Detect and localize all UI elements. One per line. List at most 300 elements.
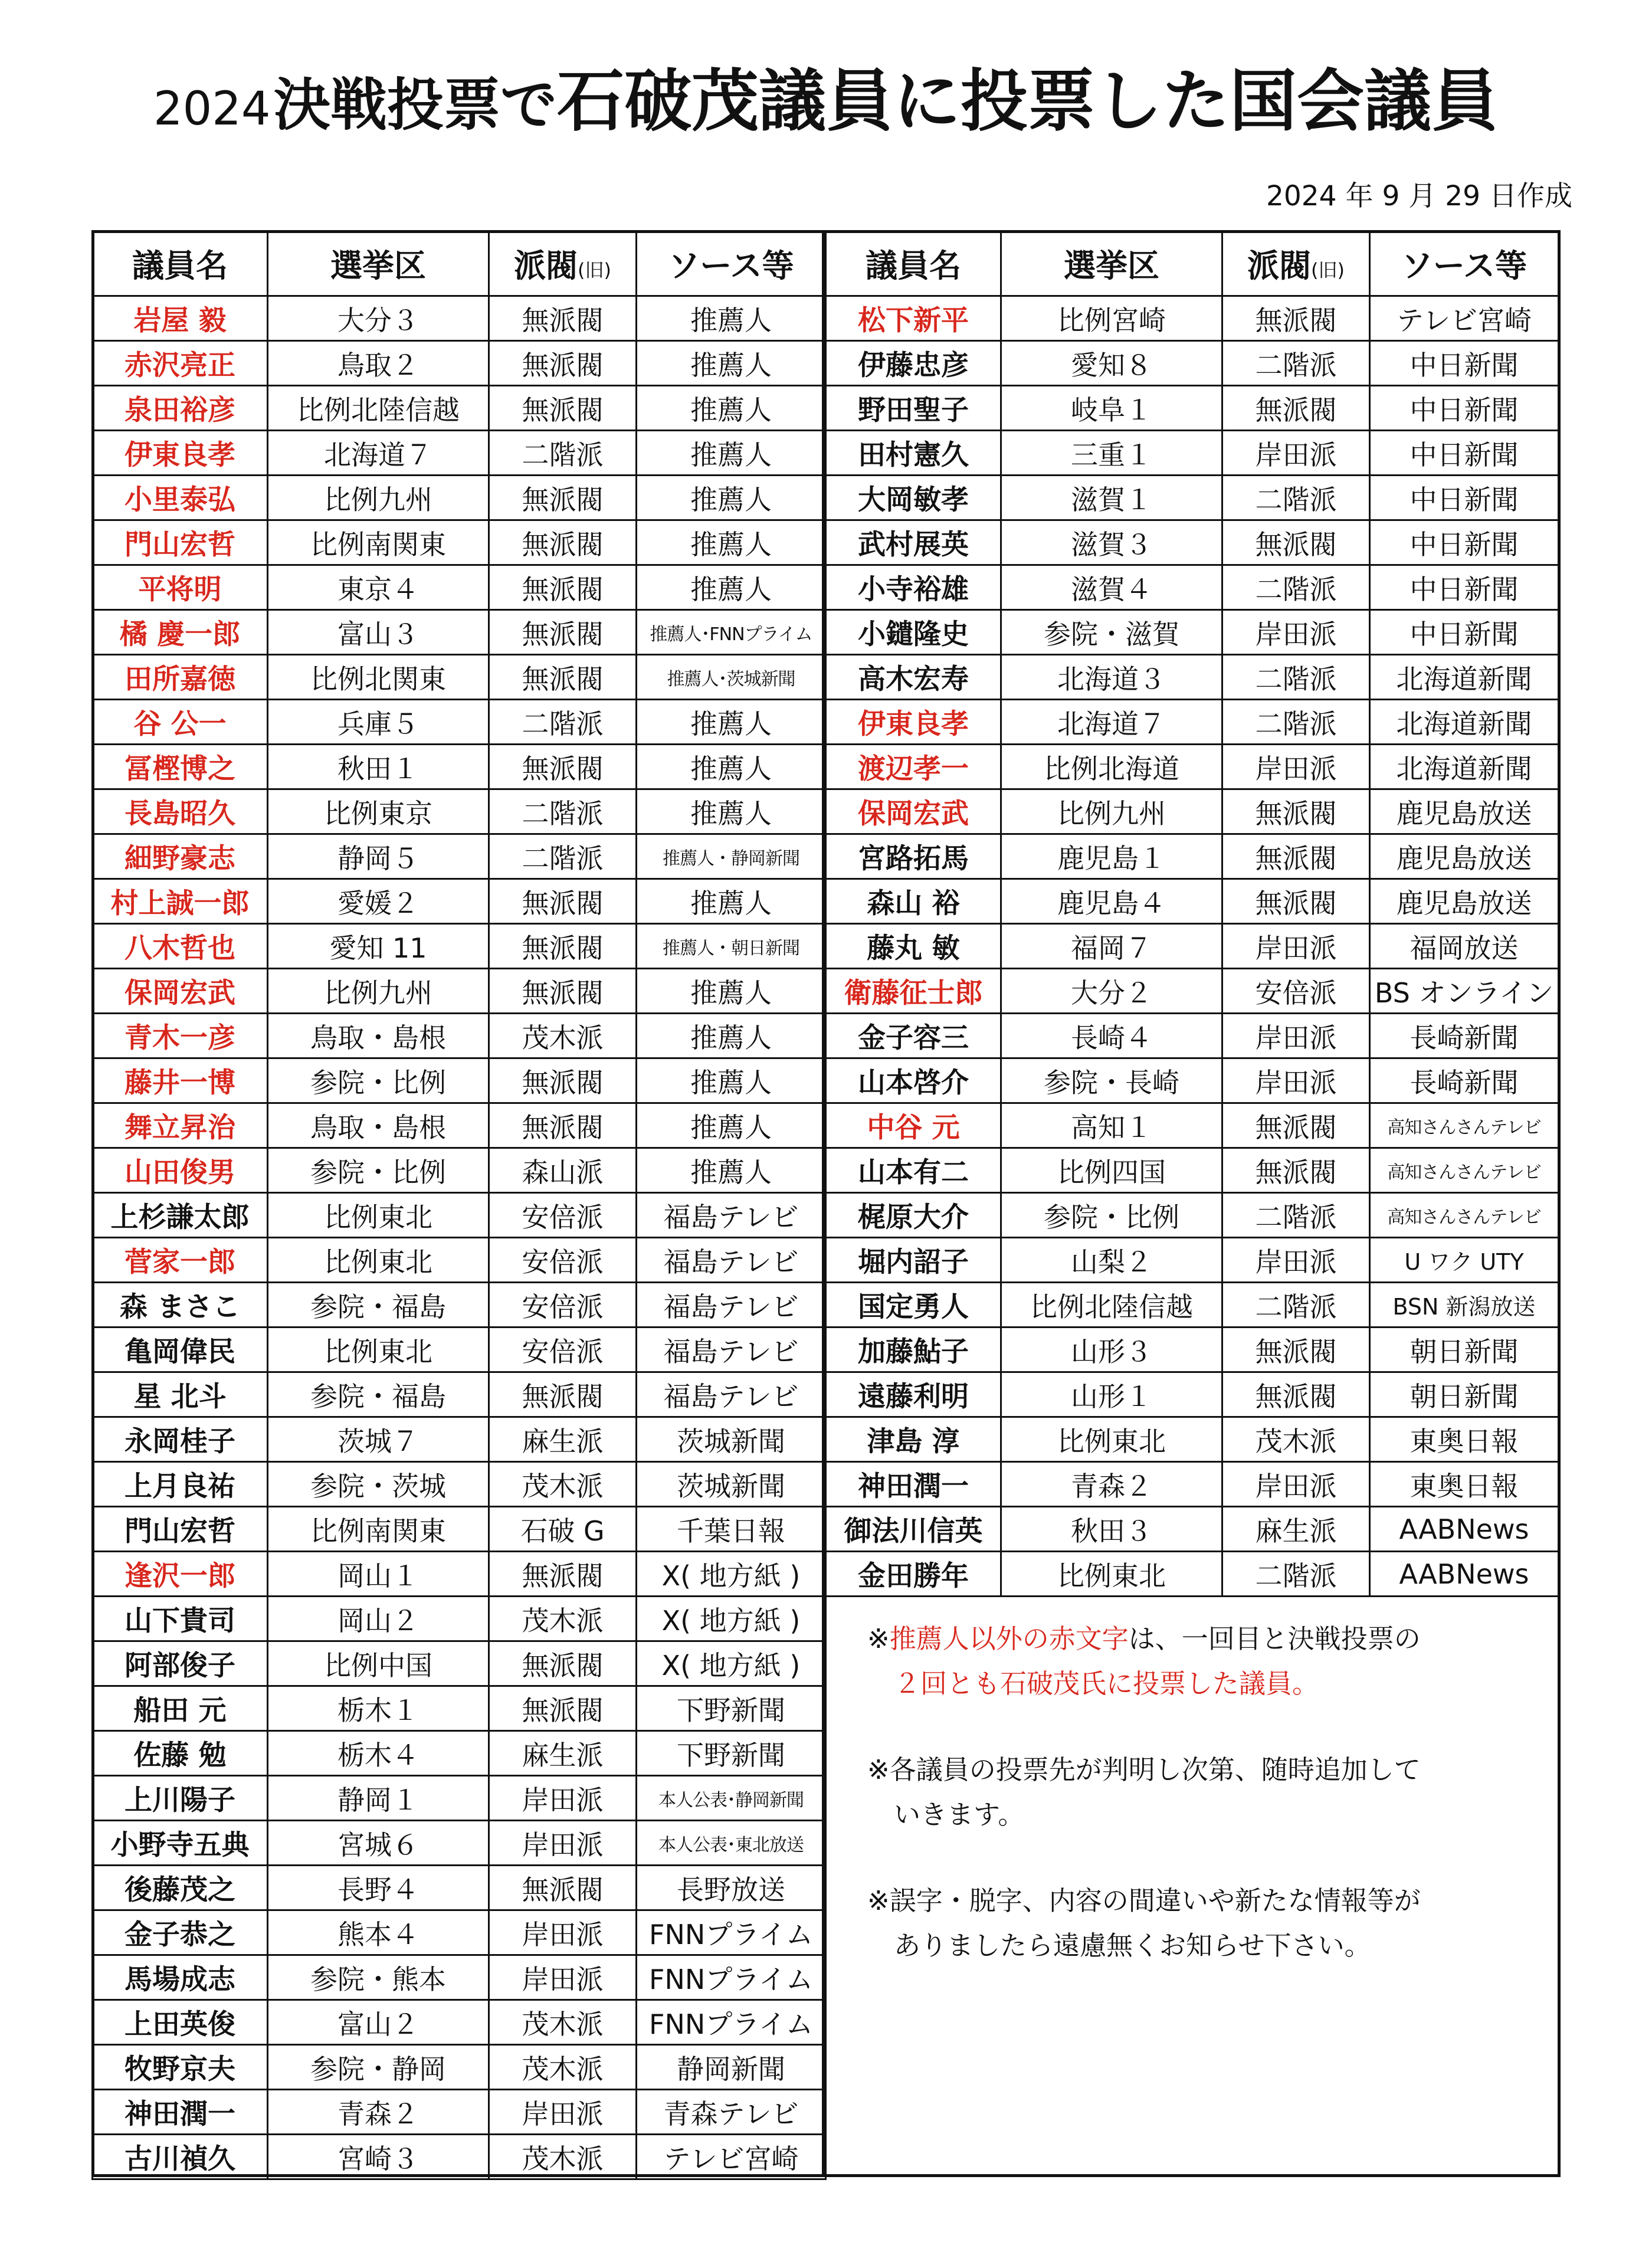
- member-name: 馬場成志: [93, 1955, 268, 2000]
- member-name: 金子容三: [826, 1014, 1001, 1058]
- source-cell: 推薦人･茨城新聞: [637, 655, 826, 700]
- table-row: [826, 924, 1559, 969]
- note-red-text: [867, 1617, 1528, 1706]
- table-row: [93, 520, 826, 565]
- district-cell: 熊本４: [268, 1910, 489, 1955]
- table-row: [93, 386, 826, 431]
- table-row: [826, 296, 1559, 341]
- district-cell: 茨城７: [268, 1417, 489, 1462]
- faction-cell: 安倍派: [489, 1193, 637, 1238]
- creation-date: 2024 年 9 月 29 日作成: [1266, 180, 1572, 212]
- header-faction-note: (旧): [1311, 259, 1345, 281]
- header-district: 選挙区: [268, 231, 489, 296]
- member-name: 古川禎久: [93, 2135, 268, 2179]
- table-row: [93, 1731, 826, 1776]
- table-row: [93, 1597, 826, 1641]
- table-row: [826, 431, 1559, 476]
- source-cell: 青森テレビ: [637, 2090, 826, 2135]
- member-name: 田村憲久: [826, 431, 1001, 476]
- faction-cell: 無派閥: [489, 924, 637, 969]
- district-cell: 比例東北: [268, 1238, 489, 1283]
- source-cell: X( 地方紙 ): [637, 1552, 826, 1597]
- source-cell: FNNプライム: [637, 1955, 826, 2000]
- table-row: [93, 1641, 826, 1686]
- member-name: 堀内詔子: [826, 1238, 1001, 1283]
- member-name: 津島 淳: [826, 1417, 1001, 1462]
- faction-cell: 無派閥: [489, 1552, 637, 1597]
- faction-cell: 茂木派: [489, 1462, 637, 1507]
- table-row: [826, 834, 1559, 879]
- member-name: 阿部俊子: [93, 1641, 268, 1686]
- title-part1: 決戦投票で: [274, 72, 558, 138]
- member-name: 森 まさこ: [93, 1283, 268, 1328]
- district-cell: 愛媛２: [268, 879, 489, 924]
- table-row: [93, 1058, 826, 1103]
- page-title: [0, 47, 1652, 144]
- district-cell: 比例東北: [268, 1193, 489, 1238]
- district-cell: 滋賀１: [1001, 476, 1222, 520]
- faction-cell: 岸田派: [1222, 1238, 1370, 1283]
- table-row: [93, 1417, 826, 1462]
- faction-cell: 無派閥: [1222, 296, 1370, 341]
- header-faction-label: 派閥: [514, 247, 578, 284]
- faction-cell: 茂木派: [489, 2045, 637, 2090]
- table-row: [93, 2000, 826, 2045]
- district-cell: 参院・福島: [268, 1372, 489, 1417]
- district-cell: 栃木４: [268, 1731, 489, 1776]
- member-name: 舞立昇治: [93, 1103, 268, 1148]
- source-cell: 推薦人: [637, 431, 826, 476]
- table-row: [826, 700, 1559, 745]
- source-cell: BS オンライン: [1370, 969, 1559, 1014]
- table-row: [826, 386, 1559, 431]
- member-name: 渡辺孝一: [826, 745, 1001, 789]
- district-cell: 比例東京: [268, 789, 489, 834]
- source-cell: 茨城新聞: [637, 1462, 826, 1507]
- district-cell: 北海道７: [268, 431, 489, 476]
- source-cell: 中日新聞: [1370, 565, 1559, 610]
- district-cell: 宮崎３: [268, 2135, 489, 2179]
- table-row: [826, 1372, 1559, 1417]
- table-row: [93, 2135, 826, 2179]
- header-source: ソース等: [1370, 231, 1559, 296]
- member-name: 上月良祐: [93, 1462, 268, 1507]
- faction-cell: 二階派: [489, 789, 637, 834]
- member-name: 高木宏寿: [826, 655, 1001, 700]
- source-cell: 推薦人: [637, 969, 826, 1014]
- member-name: 小寺裕雄: [826, 565, 1001, 610]
- source-cell: 推薦人: [637, 520, 826, 565]
- member-name: 松下新平: [826, 296, 1001, 341]
- district-cell: 山形１: [1001, 1372, 1222, 1417]
- district-cell: 比例北海道: [1001, 745, 1222, 789]
- note-corrections: [867, 1879, 1528, 1968]
- header-row: [93, 231, 826, 296]
- source-cell: 下野新聞: [637, 1686, 826, 1731]
- faction-cell: 無派閥: [489, 386, 637, 431]
- member-name: 宮路拓馬: [826, 834, 1001, 879]
- faction-cell: 無派閥: [489, 1866, 637, 1910]
- faction-cell: 茂木派: [489, 1597, 637, 1641]
- source-cell: 東奥日報: [1370, 1462, 1559, 1507]
- district-cell: 参院・茨城: [268, 1462, 489, 1507]
- faction-cell: 無派閥: [1222, 386, 1370, 431]
- member-name: 中谷 元: [826, 1103, 1001, 1148]
- source-cell: 中日新聞: [1370, 386, 1559, 431]
- table-row: [826, 879, 1559, 924]
- district-cell: 兵庫５: [268, 700, 489, 745]
- faction-cell: 無派閥: [1222, 1372, 1370, 1417]
- left-body: [93, 296, 826, 2179]
- district-cell: 比例宮崎: [1001, 296, 1222, 341]
- district-cell: 比例九州: [1001, 789, 1222, 834]
- faction-cell: 岸田派: [489, 1955, 637, 2000]
- member-name: 田所嘉徳: [93, 655, 268, 700]
- faction-cell: 岸田派: [1222, 1462, 1370, 1507]
- table-row: [93, 1193, 826, 1238]
- district-cell: 秋田３: [1001, 1507, 1222, 1552]
- faction-cell: 安倍派: [1222, 969, 1370, 1014]
- member-name: 伊藤忠彦: [826, 341, 1001, 386]
- source-cell: 推薦人: [637, 1058, 826, 1103]
- right-body: [826, 296, 1559, 1597]
- faction-cell: 無派閥: [1222, 789, 1370, 834]
- table-row: [93, 476, 826, 520]
- district-cell: 比例東北: [1001, 1417, 1222, 1462]
- faction-cell: 岸田派: [489, 1910, 637, 1955]
- source-cell: 朝日新聞: [1370, 1372, 1559, 1417]
- table-row: [93, 700, 826, 745]
- member-name: 門山宏哲: [93, 520, 268, 565]
- member-name: 門山宏哲: [93, 1507, 268, 1552]
- header-faction: [489, 231, 637, 296]
- table-row: [826, 1058, 1559, 1103]
- source-cell: 長野放送: [637, 1866, 826, 1910]
- member-name: 神田潤一: [93, 2090, 268, 2135]
- source-cell: 福島テレビ: [637, 1372, 826, 1417]
- source-cell: 鹿児島放送: [1370, 834, 1559, 879]
- faction-cell: 無派閥: [489, 476, 637, 520]
- faction-cell: 無派閥: [489, 1058, 637, 1103]
- table-row: [93, 1507, 826, 1552]
- member-name: 八木哲也: [93, 924, 268, 969]
- district-cell: 参院・比例: [268, 1148, 489, 1193]
- member-name: 衛藤征士郎: [826, 969, 1001, 1014]
- faction-cell: 岸田派: [1222, 610, 1370, 655]
- district-cell: 比例九州: [268, 969, 489, 1014]
- district-cell: 比例中国: [268, 1641, 489, 1686]
- source-cell: 福島テレビ: [637, 1238, 826, 1283]
- note2-line2: いきます。: [894, 1799, 1025, 1830]
- source-cell: 高知さんさんテレビ: [1370, 1103, 1559, 1148]
- note3-line2: ありましたら遠慮無くお知らせ下さい。: [894, 1930, 1371, 1961]
- member-name: 佐藤 勉: [93, 1731, 268, 1776]
- member-name: 船田 元: [93, 1686, 268, 1731]
- member-name: 遠藤利明: [826, 1372, 1001, 1417]
- district-cell: 大分３: [268, 296, 489, 341]
- table-row: [826, 1417, 1559, 1462]
- district-cell: 鳥取２: [268, 341, 489, 386]
- member-name: 藤井一博: [93, 1058, 268, 1103]
- source-cell: 鹿児島放送: [1370, 879, 1559, 924]
- member-name: 保岡宏武: [826, 789, 1001, 834]
- member-name: 藤丸 敏: [826, 924, 1001, 969]
- source-cell: AABNews: [1370, 1507, 1559, 1552]
- source-cell: 中日新聞: [1370, 520, 1559, 565]
- member-name: 後藤茂之: [93, 1866, 268, 1910]
- member-name: 岩屋 毅: [93, 296, 268, 341]
- header-faction-label: 派閥: [1247, 247, 1311, 284]
- faction-cell: 無派閥: [1222, 1103, 1370, 1148]
- district-cell: 富山２: [268, 2000, 489, 2045]
- district-cell: 比例四国: [1001, 1148, 1222, 1193]
- table-row: [826, 565, 1559, 610]
- header-district: 選挙区: [1001, 231, 1222, 296]
- member-name: 大岡敏孝: [826, 476, 1001, 520]
- faction-cell: 麻生派: [489, 1731, 637, 1776]
- title-part2: 石破茂議員に投票した国会議員: [557, 62, 1499, 140]
- table-row: [826, 1328, 1559, 1372]
- district-cell: 比例東北: [1001, 1552, 1222, 1597]
- table-row: [93, 1103, 826, 1148]
- district-cell: 宮城６: [268, 1821, 489, 1866]
- faction-cell: 麻生派: [1222, 1507, 1370, 1552]
- source-cell: BSN 新潟放送: [1370, 1283, 1559, 1328]
- table-row: [826, 1283, 1559, 1328]
- district-cell: 岡山２: [268, 1597, 489, 1641]
- member-name: 森山 裕: [826, 879, 1001, 924]
- source-cell: 中日新聞: [1370, 610, 1559, 655]
- table-row: [826, 1238, 1559, 1283]
- member-name: 国定勇人: [826, 1283, 1001, 1328]
- table-row: [826, 610, 1559, 655]
- member-name: 金子恭之: [93, 1910, 268, 1955]
- faction-cell: 岸田派: [489, 2090, 637, 2135]
- district-cell: 愛知 11: [268, 924, 489, 969]
- table-row: [93, 1866, 826, 1910]
- member-name: 冨樫博之: [93, 745, 268, 789]
- district-cell: 参院・比例: [1001, 1193, 1222, 1238]
- table-row: [93, 1328, 826, 1372]
- faction-cell: 無派閥: [1222, 834, 1370, 879]
- faction-cell: 無派閥: [489, 1686, 637, 1731]
- source-cell: テレビ宮崎: [637, 2135, 826, 2179]
- members-table-left: [91, 230, 827, 2180]
- table-row: [93, 1910, 826, 1955]
- source-cell: 推薦人: [637, 745, 826, 789]
- member-name: 伊東良孝: [826, 700, 1001, 745]
- faction-cell: 無派閥: [1222, 1328, 1370, 1372]
- source-cell: X( 地方紙 ): [637, 1597, 826, 1641]
- faction-cell: 岸田派: [1222, 1014, 1370, 1058]
- source-cell: 推薦人・朝日新聞: [637, 924, 826, 969]
- table-row: [826, 341, 1559, 386]
- header-source: ソース等: [637, 231, 826, 296]
- source-cell: 推薦人: [637, 296, 826, 341]
- source-cell: X( 地方紙 ): [637, 1641, 826, 1686]
- source-cell: 推薦人: [637, 879, 826, 924]
- table-row: [826, 745, 1559, 789]
- table-row: [826, 655, 1559, 700]
- member-name: 青木一彦: [93, 1014, 268, 1058]
- table-row: [93, 1014, 826, 1058]
- member-name: 武村展英: [826, 520, 1001, 565]
- district-cell: 青森２: [268, 2090, 489, 2135]
- district-cell: 栃木１: [268, 1686, 489, 1731]
- table-row: [826, 1148, 1559, 1193]
- header-row: [826, 231, 1559, 296]
- member-name: 加藤鮎子: [826, 1328, 1001, 1372]
- source-cell: 中日新聞: [1370, 431, 1559, 476]
- district-cell: 鳥取・島根: [268, 1014, 489, 1058]
- faction-cell: 二階派: [1222, 476, 1370, 520]
- member-name: 泉田裕彦: [93, 386, 268, 431]
- faction-cell: 無派閥: [1222, 1148, 1370, 1193]
- table-row: [826, 1552, 1559, 1597]
- member-name: 小鑓隆史: [826, 610, 1001, 655]
- district-cell: 比例九州: [268, 476, 489, 520]
- faction-cell: 無派閥: [489, 610, 637, 655]
- source-cell: 推薦人: [637, 1103, 826, 1148]
- faction-cell: 無派閥: [489, 1103, 637, 1148]
- table-row: [93, 1462, 826, 1507]
- source-cell: 福岡放送: [1370, 924, 1559, 969]
- table-row: [93, 1283, 826, 1328]
- district-cell: 山梨２: [1001, 1238, 1222, 1283]
- district-cell: 愛知８: [1001, 341, 1222, 386]
- faction-cell: 二階派: [1222, 1283, 1370, 1328]
- faction-cell: 茂木派: [489, 2000, 637, 2045]
- table-row: [93, 745, 826, 789]
- table-row: [93, 924, 826, 969]
- member-name: 小野寺五典: [93, 1821, 268, 1866]
- faction-cell: 岸田派: [1222, 924, 1370, 969]
- source-cell: 千葉日報: [637, 1507, 826, 1552]
- member-name: 金田勝年: [826, 1552, 1001, 1597]
- note-update: [867, 1748, 1528, 1837]
- table-row: [826, 476, 1559, 520]
- source-cell: 北海道新聞: [1370, 745, 1559, 789]
- faction-cell: 無派閥: [489, 655, 637, 700]
- district-cell: 参院・滋賀: [1001, 610, 1222, 655]
- source-cell: 福島テレビ: [637, 1283, 826, 1328]
- source-cell: 本人公表･静岡新聞: [637, 1776, 826, 1821]
- member-name: 御法川信英: [826, 1507, 1001, 1552]
- source-cell: 高知さんさんテレビ: [1370, 1193, 1559, 1238]
- faction-cell: 岸田派: [1222, 745, 1370, 789]
- district-cell: 鳥取・島根: [268, 1103, 489, 1148]
- faction-cell: 二階派: [1222, 565, 1370, 610]
- faction-cell: 無派閥: [489, 296, 637, 341]
- district-cell: 岐阜１: [1001, 386, 1222, 431]
- table-row: [93, 1372, 826, 1417]
- source-cell: 北海道新聞: [1370, 655, 1559, 700]
- header-name: 議員名: [826, 231, 1001, 296]
- source-cell: 推薦人: [637, 476, 826, 520]
- source-cell: 推薦人: [637, 789, 826, 834]
- source-cell: FNNプライム: [637, 1910, 826, 1955]
- district-cell: 比例東北: [268, 1328, 489, 1372]
- member-name: 平将明: [93, 565, 268, 610]
- member-name: 梶原大介: [826, 1193, 1001, 1238]
- table-row: [93, 1238, 826, 1283]
- faction-cell: 岸田派: [1222, 1058, 1370, 1103]
- faction-cell: 森山派: [489, 1148, 637, 1193]
- source-cell: FNNプライム: [637, 2000, 826, 2045]
- note3-line1: ※誤字・脱字、内容の間違いや新たな情報等が: [867, 1885, 1421, 1916]
- members-table-right: [825, 230, 1559, 1597]
- member-name: 神田潤一: [826, 1462, 1001, 1507]
- source-cell: 中日新聞: [1370, 476, 1559, 520]
- table-row: [93, 1776, 826, 1821]
- title-year: 2024: [153, 83, 271, 136]
- member-name: 上杉謙太郎: [93, 1193, 268, 1238]
- source-cell: 福島テレビ: [637, 1193, 826, 1238]
- table-row: [93, 341, 826, 386]
- source-cell: 福島テレビ: [637, 1328, 826, 1372]
- member-name: 保岡宏武: [93, 969, 268, 1014]
- table-row: [826, 1014, 1559, 1058]
- source-cell: 推薦人・静岡新聞: [637, 834, 826, 879]
- member-name: 長島昭久: [93, 789, 268, 834]
- table-row: [826, 1103, 1559, 1148]
- member-name: 野田聖子: [826, 386, 1001, 431]
- table-row: [826, 1507, 1559, 1552]
- source-cell: U ワク UTY: [1370, 1238, 1559, 1283]
- source-cell: 東奥日報: [1370, 1417, 1559, 1462]
- district-cell: 山形３: [1001, 1328, 1222, 1372]
- center-divider: [822, 230, 825, 2177]
- table-row: [93, 969, 826, 1014]
- member-name: 逢沢一郎: [93, 1552, 268, 1597]
- member-name: 山下貴司: [93, 1597, 268, 1641]
- faction-cell: 無派閥: [1222, 520, 1370, 565]
- district-cell: 比例北関東: [268, 655, 489, 700]
- member-name: 赤沢亮正: [93, 341, 268, 386]
- source-cell: 静岡新聞: [637, 2045, 826, 2090]
- district-cell: 岡山１: [268, 1552, 489, 1597]
- table-row: [826, 1462, 1559, 1507]
- header-faction-note: (旧): [578, 259, 611, 281]
- district-cell: 比例南関東: [268, 1507, 489, 1552]
- table-row: [826, 1193, 1559, 1238]
- faction-cell: 岸田派: [1222, 431, 1370, 476]
- district-cell: 比例南関東: [268, 520, 489, 565]
- member-name: 橘 慶一郎: [93, 610, 268, 655]
- table-row: [826, 969, 1559, 1014]
- member-name: 星 北斗: [93, 1372, 268, 1417]
- note1-text: は、一回目と決戦投票の: [1128, 1623, 1421, 1654]
- district-cell: 参院・長崎: [1001, 1058, 1222, 1103]
- source-cell: 茨城新聞: [637, 1417, 826, 1462]
- member-name: 谷 公一: [93, 700, 268, 745]
- table-row: [93, 1821, 826, 1866]
- district-cell: 比例北陸信越: [1001, 1283, 1222, 1328]
- faction-cell: 無派閥: [489, 1641, 637, 1686]
- member-name: 上川陽子: [93, 1776, 268, 1821]
- source-cell: 推薦人: [637, 341, 826, 386]
- table-row: [93, 565, 826, 610]
- member-name: 牧野京夫: [93, 2045, 268, 2090]
- member-name: 菅家一郎: [93, 1238, 268, 1283]
- faction-cell: 無派閥: [489, 565, 637, 610]
- district-cell: 静岡５: [268, 834, 489, 879]
- table-row: [826, 520, 1559, 565]
- source-cell: 長崎新聞: [1370, 1014, 1559, 1058]
- faction-cell: 岸田派: [489, 1776, 637, 1821]
- source-cell: 長崎新聞: [1370, 1058, 1559, 1103]
- faction-cell: 無派閥: [489, 969, 637, 1014]
